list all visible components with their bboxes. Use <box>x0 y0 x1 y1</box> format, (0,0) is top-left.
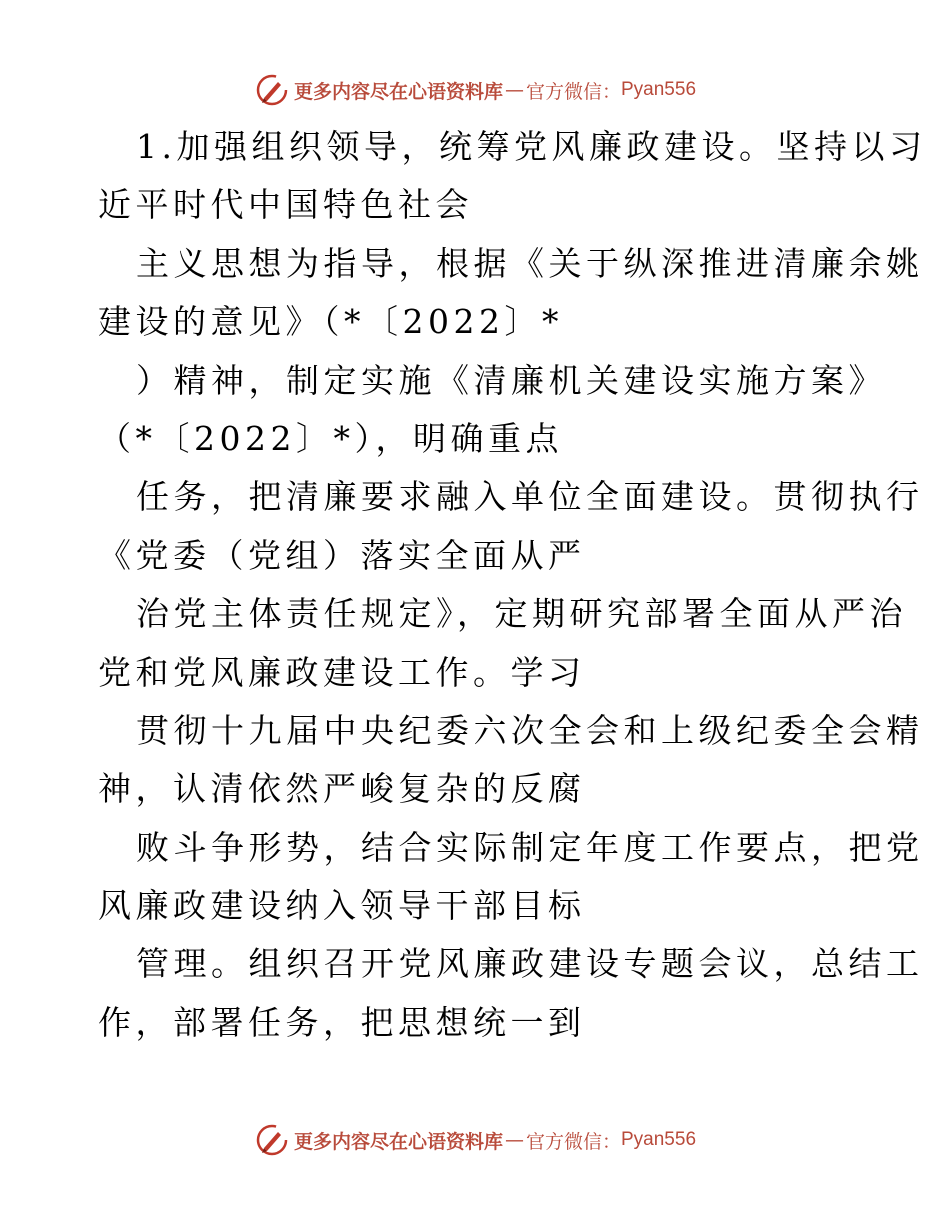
text-line: 管理。组织召开党风廉政建设专题会议，总结工 <box>136 944 924 984</box>
text-line: 败斗争形势，结合实际制定年度工作要点，把党 <box>136 827 924 867</box>
text-line: 任务，把清廉要求融入单位全面建设。贯彻执行 <box>136 477 924 517</box>
pen-logo-icon <box>254 72 290 108</box>
watermark-label: 官方微信： <box>525 1130 621 1153</box>
watermark-id: Pyan556 <box>621 1129 697 1150</box>
text-line: 党和党风廉政建设工作。学习 <box>98 652 586 692</box>
document-body <box>98 118 927 1052</box>
text-line: 近平时代中国特色社会 <box>98 185 473 225</box>
watermark-dash: — <box>504 1129 524 1151</box>
text-line: 主义思想为指导，根据《关于纵深推进清廉余姚 <box>136 243 924 283</box>
header-watermark <box>0 70 950 110</box>
watermark-brand: 更多内容尽在心语资料库 <box>293 1130 503 1153</box>
text-line: （*〔2022〕*），明确重点 <box>98 418 563 458</box>
pen-logo-icon <box>254 1122 290 1158</box>
text-line: ）精神，制定实施《清廉机关建设实施方案》 <box>136 360 886 400</box>
text-line: 神，认清依然严峻复杂的反腐 <box>98 769 586 809</box>
text-line: 治党主体责任规定》，定期研究部署全面从严治 <box>136 594 907 634</box>
watermark-label: 官方微信： <box>525 80 621 103</box>
text-line: 《党委（党组）落实全面从严 <box>98 535 586 575</box>
text-line: 贯彻十九届中央纪委六次全会和上级纪委全会精 <box>136 710 924 750</box>
text-line: 建设的意见》（*〔2022〕* <box>98 302 563 342</box>
watermark-brand: 更多内容尽在心语资料库 <box>293 80 503 103</box>
text-line: 风廉政建设纳入领导干部目标 <box>98 886 586 926</box>
watermark-dash: — <box>504 79 524 101</box>
text-line: 作，部署任务，把思想统一到 <box>98 1002 586 1042</box>
watermark-id: Pyan556 <box>621 79 697 100</box>
footer-watermark <box>0 1120 950 1160</box>
text-line: 1.加强组织领导，统筹党风廉政建设。坚持以习 <box>136 127 927 166</box>
